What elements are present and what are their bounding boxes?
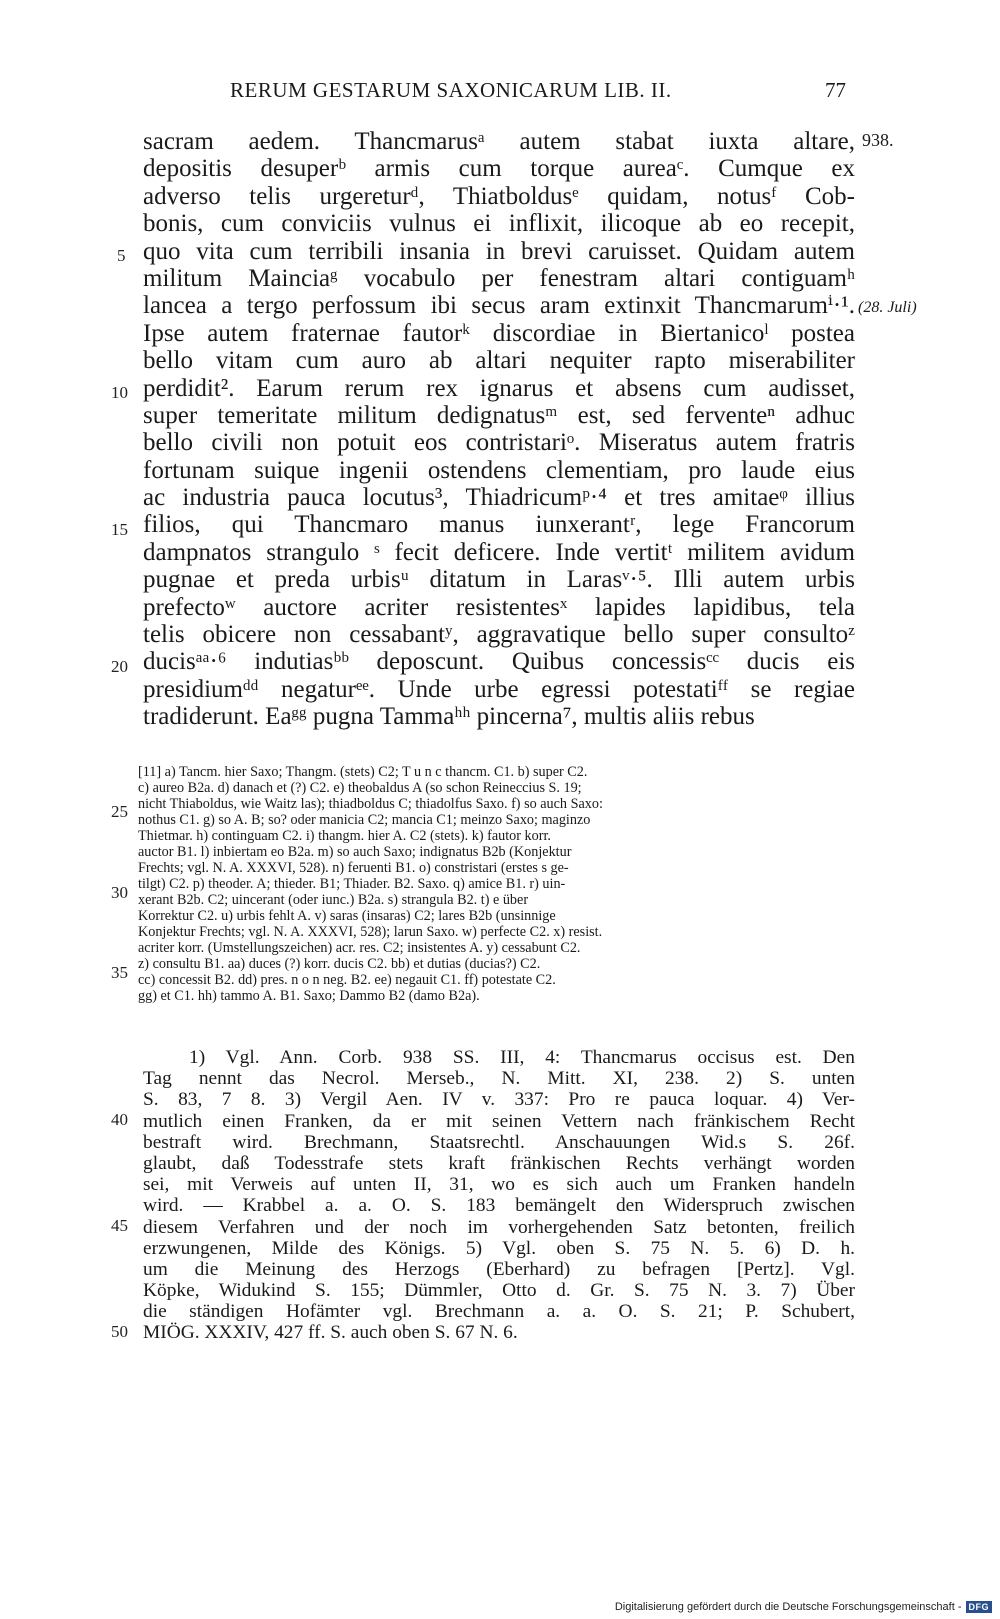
note-line: um die Meinung des Herzogs (Eberhard) zu befragen [Pertz]. Vgl. — [143, 1258, 855, 1280]
text-line: prefectoʷ auctore acriter resistentesˣ lapides lapidibus, tela — [143, 593, 855, 621]
apparatus-line: Korrektur C2. u) urbis fehlt A. v) saras (insaras) C2; lares B2b (unsinnige — [138, 908, 556, 924]
apparatus-line: Frechts; vgl. N. A. XXXVI, 528). n) feruenti B1. o) constristari (erstes s ge- — [138, 860, 569, 876]
text-line: perdidit². Earum rerum rex ignarus et absens cum audisset, — [143, 374, 855, 402]
margin-date-note: (28. Juli) — [858, 299, 917, 316]
line-number: 10 — [111, 383, 128, 402]
text-line: ducisᵃᵃ·⁶ indutiasᵇᵇ deposcunt. Quibus concessisᶜᶜ ducis eis — [143, 648, 855, 676]
apparatus-line: Konjektur Frechts; vgl. N. A. XXXVI, 528); larun Saxo. w) perfecte C2. x) resist. — [138, 924, 603, 940]
apparatus-line: tilgt) C2. p) theoder. A; thieder. B1; Thiader. B2. Saxo. q) amice B1. r) uin- — [138, 876, 566, 892]
note-line: Köpke, Widukind S. 155; Dümmler, Otto d. Gr. S. 75 N. 3. 7) Über — [143, 1280, 855, 1302]
apparatus-line: auctor B1. l) inbiertam eo B2a. m) so auch Saxo; indignatus B2b (Konjektur — [138, 844, 572, 860]
text-line: ac industria pauca locutus³, Thiadricumᵖ·⁴ et tres amitaeᵠ illius — [143, 484, 855, 512]
note-line: S. 83, 7 8. 3) Vergil Aen. IV v. 337: Pro re pauca loquar. 4) Ver- — [143, 1089, 855, 1111]
page-number: 77 — [825, 78, 846, 102]
line-number: 35 — [111, 963, 128, 982]
note-line: MIÖG. XXXIV, 427 ff. S. auch oben S. 67 N. 6. — [143, 1322, 518, 1344]
apparatus-line: gg) et C1. hh) tammo A. B1. Saxo; Dammo B2 (damo B2a). — [138, 988, 480, 1004]
note-line: 1) Vgl. Ann. Corb. 938 SS. III, 4: Thancmarus occisus est. Den — [189, 1047, 855, 1068]
text-line: bello civili non potuit eos contristariᵒ. Miseratus autem fratris — [143, 429, 855, 457]
apparatus-line: z) consultu B1. aa) duces (?) korr. ducis C2. bb) et dutias (ducias?) C2. — [138, 956, 541, 972]
note-line: sei, mit Verweis auf unten II, 31, wo es sich auch um Franken handeln — [143, 1174, 855, 1196]
critical-apparatus — [138, 764, 856, 1004]
text-line: fortunam suique ingenii ostendens clementiam, pro laude eius — [143, 456, 855, 484]
text-line: sacram aedem. Thancmarusᵃ autem stabat iuxta altare, — [143, 128, 855, 155]
apparatus-line: xerant B2b. C2; uincerant (oder iunc.) B2a. s) strangula B2. t) e über — [138, 892, 529, 908]
main-text — [143, 128, 855, 731]
margin-year: 938. — [862, 130, 894, 150]
apparatus-line: c) aureo B2a. d) danach et (?) C2. e) theobaldus A (so schon Reineccius S. 19; — [138, 780, 582, 796]
note-line: diesem Verfahren und der noch im vorhergehenden Satz betonten, freilich — [143, 1216, 855, 1238]
line-number: 20 — [111, 657, 128, 676]
text-line: telis obicere non cessabantʸ, aggravatique bello super consultoᶻ — [143, 621, 855, 649]
text-line: bonis, cum conviciis vulnus ei inflixit, ilicoque ab eo recepit, — [143, 210, 855, 238]
text-line: presidiumᵈᵈ negaturᵉᵉ. Unde urbe egressi potestatiᶠᶠ se regiae — [143, 675, 855, 703]
credit-text: Digitalisierung gefördert durch die Deutsche Forschungsgemeinschaft - — [614, 1601, 962, 1613]
note-line: bestraft wird. Brechmann, Staatsrechtl. Anschauungen Wid.s S. 26f. — [143, 1131, 855, 1153]
explanatory-notes — [143, 1047, 855, 1344]
text-line: pugnae et preda urbisᵘ ditatum in Larasᵛ·⁵. Illi autem urbis — [143, 566, 855, 594]
note-line: wird. — Krabbel a. a. O. S. 183 bemängelt den Widerspruch zwischen — [143, 1195, 855, 1217]
text-line: depositis desuperᵇ armis cum torque aureaᶜ. Cumque ex — [143, 155, 855, 183]
apparatus-line: acriter korr. (Umstellungszeichen) acr. res. C2; insistentes A. y) cessabunt C2. — [138, 940, 581, 956]
line-number: 40 — [111, 1110, 128, 1129]
text-line: filios, qui Thancmaro manus iunxerantʳ, lege Francorum — [143, 511, 855, 539]
apparatus-line: Thietmar. h) continguam C2. i) thangm. hier A. C2 (stets). k) fautor korr. — [138, 828, 551, 844]
note-line: Tag nennt das Necrol. Merseb., N. Mitt. XI, 238. 2) S. unten — [143, 1068, 855, 1090]
text-line: adverso telis urgereturᵈ, Thiatboldusᵉ quidam, notusᶠ Cob- — [143, 182, 855, 210]
text-line: Ipse autem fraternae fautorᵏ discordiae in Biertanicoˡ postea — [143, 319, 855, 347]
text-line: tradiderunt. Eaᵍᵍ pugna Tammaʰʰ pincerna⁷, multis aliis rebus — [143, 703, 755, 731]
note-line: mutlich einen Franken, da er mit seinen Vettern nach fränkischem Recht — [143, 1110, 855, 1132]
line-number: 50 — [111, 1322, 128, 1341]
line-number: 30 — [111, 883, 128, 902]
text-line: bello vitam cum auro ab altari nequiter rapto miserabiliter — [143, 347, 855, 375]
line-number: 5 — [117, 246, 126, 265]
running-title: RERUM GESTARUM SAXONICARUM LIB. II. — [230, 78, 672, 102]
line-number: 15 — [111, 520, 128, 539]
text-line: militum Mainciaᵍ vocabulo per fenestram altari contiguamʰ — [143, 264, 855, 292]
note-line: glaubt, daß Todesstrafe stets kraft fränkischen Rechts verhängt worden — [143, 1152, 855, 1174]
text-line: lancea a tergo perfossum ibi secus aram extinxit Thancmarumⁱ·¹. — [143, 292, 855, 320]
text-line: quo vita cum terribili insania in brevi caruisset. Quidam autem — [143, 237, 855, 265]
apparatus-line: nicht Thiaboldus, wie Waitz las); thiadboldus C; thiadolfus Saxo. f) so auch Saxo: — [138, 796, 603, 812]
note-line: erzwungenen, Milde des Königs. 5) Vgl. oben S. 75 N. 5. 6) D. h. — [143, 1237, 855, 1259]
text-line: super temeritate militum dedignatusᵐ est, sed ferventeⁿ adhuc — [143, 401, 855, 429]
apparatus-line: [11] a) Tancm. hier Saxo; Thangm. (stets) C2; T u n c thancm. C1. b) super C2. — [138, 764, 588, 780]
apparatus-line: cc) concessit B2. dd) pres. n o n neg. B2. ee) negauit C1. ff) potestate C2. — [138, 972, 556, 988]
line-number: 25 — [111, 802, 128, 821]
apparatus-line: nothus C1. g) so A. B; so? oder manicia C2; mancia C1; meinzo Saxo; maginzo — [138, 812, 591, 828]
note-line: die ständigen Hofämter vgl. Brechmann a. a. O. S. 21; P. Schubert, — [143, 1301, 855, 1323]
digitization-credit — [615, 1601, 992, 1613]
text-line: dampnatos strangulo ˢ fecit deficere. Inde vertitᵗ militem avidum — [143, 538, 855, 566]
line-number: 45 — [111, 1216, 128, 1235]
dfg-logo: DFG — [966, 1601, 993, 1613]
